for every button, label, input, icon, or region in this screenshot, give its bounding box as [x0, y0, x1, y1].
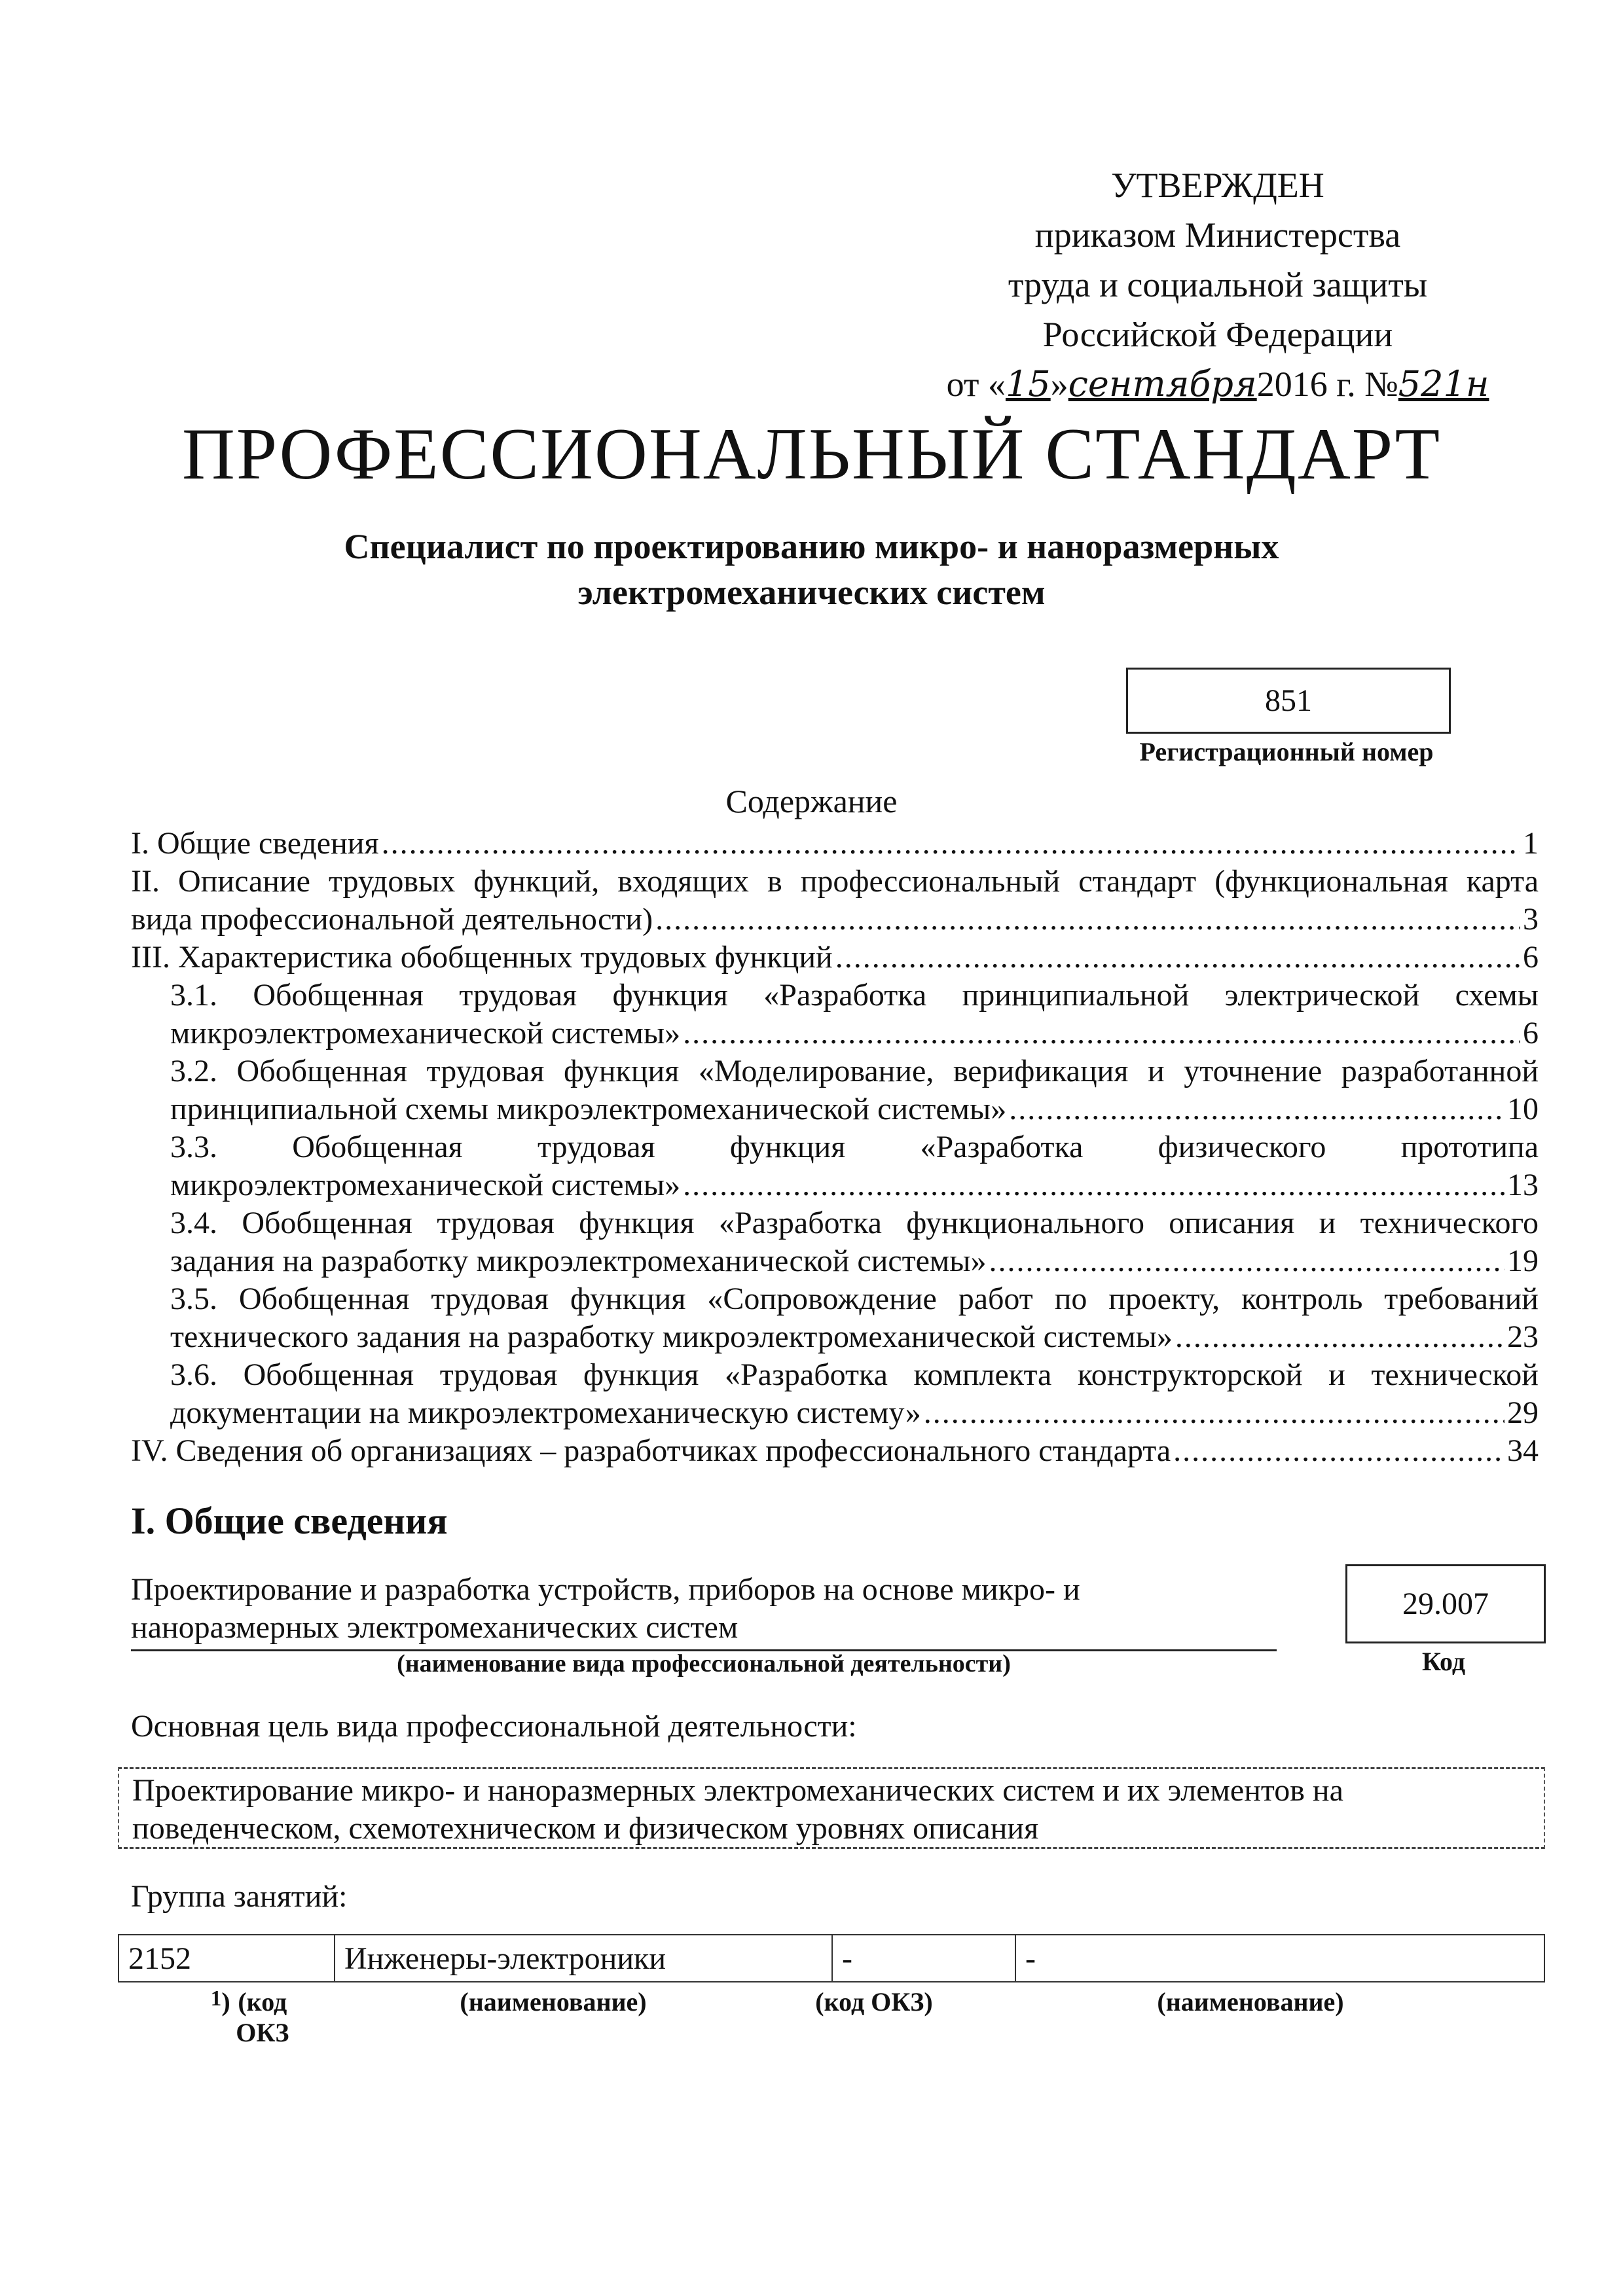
toc-item-line: [170, 1394, 1539, 1432]
toc-item-title: принципиальной схемы микроэлектромеханической системы»: [170, 1092, 1007, 1126]
group-label: Группа занятий:: [131, 1879, 348, 1914]
toc-page-number: 29: [1507, 1395, 1539, 1430]
caption-code1-close: ): [221, 1987, 230, 2017]
toc-page-number: 3: [1523, 902, 1539, 937]
toc-item-title: технического задания на разработку микроэлектромеханической системы»: [170, 1319, 1173, 1354]
approval-line1: УТВЕРЖДЕН: [1111, 166, 1324, 205]
toc-item: [131, 1356, 1539, 1432]
toc-item-line: [170, 1166, 1539, 1204]
toc-title: Содержание: [725, 783, 898, 819]
toc-item-title: документации на микроэлектромеханическую систему»: [170, 1395, 921, 1430]
toc-item-text: 3.5. Обобщенная трудовая функция «Сопровождение работ по проекту, контроль требований: [170, 1282, 1539, 1316]
toc-page-number: 1: [1523, 826, 1539, 861]
toc-leader-dots: [989, 1242, 1504, 1280]
activity-caption: (наименование вида профессиональной деятельности): [397, 1650, 1011, 1677]
toc-item-text: 3.2. Обобщенная трудовая функция «Моделирование, верификация и уточнение разработанной: [170, 1054, 1539, 1088]
toc-page-number: 23: [1507, 1319, 1539, 1354]
toc-page-number: 19: [1507, 1244, 1539, 1278]
okz-name-cell: Инженеры-электроники: [335, 1935, 832, 1982]
order-number: 521н: [1398, 363, 1489, 404]
approval-line3: труда и социальной защиты: [1008, 265, 1428, 304]
footnote-mark: 1: [210, 1986, 222, 2011]
toc-leader-dots: [1175, 1318, 1504, 1356]
toc-item-text: 3.3. Обобщенная трудовая функция «Разработка физического прототипа: [170, 1130, 1539, 1164]
activity-name: [131, 1571, 1277, 1651]
toc-item: [131, 1432, 1539, 1470]
approval-line4: Российской Федерации: [1042, 315, 1393, 354]
date-year: 2016 г. №: [1256, 365, 1398, 404]
toc-item-line: [131, 939, 1539, 977]
toc-leader-dots: [683, 1014, 1520, 1052]
toc-item-line: [170, 1318, 1539, 1356]
toc-item-line: [131, 901, 1539, 939]
toc-item-line: [170, 1014, 1539, 1052]
toc-page-number: 10: [1507, 1092, 1539, 1126]
activity-line1: Проектирование и разработка устройств, приборов на основе микро- и: [131, 1572, 1080, 1607]
toc-leader-dots: [1173, 1432, 1504, 1470]
registration-number-box: 851: [1126, 668, 1451, 734]
caption-name2: (наименование): [1157, 1987, 1344, 2017]
page-title: ПРОФЕССИОНАЛЬНЫЙ СТАНДАРТ: [182, 414, 1441, 495]
toc-page-number: 34: [1507, 1433, 1539, 1468]
toc-item: [131, 825, 1539, 863]
toc-leader-dots: [924, 1394, 1504, 1432]
okz-code-cell: 2152: [119, 1935, 335, 1982]
occupation-group-table: [118, 1934, 1545, 1982]
toc-item-text: 3.6. Обобщенная трудовая функция «Разработка комплекта конструкторской и технической: [170, 1357, 1539, 1392]
date-sep: »: [1050, 365, 1068, 404]
date-month: сентября: [1068, 363, 1257, 404]
approval-line2: приказом Министерства: [1034, 215, 1401, 255]
goal-line2: поведенческом, схемотехническом и физическом уровнях описания: [132, 1811, 1039, 1846]
activity-code-box: 29.007: [1345, 1564, 1546, 1643]
caption-code1: [118, 1986, 314, 2047]
toc-item-line: [170, 1090, 1539, 1128]
date-prefix: от «: [946, 365, 1006, 404]
toc-page-number: 6: [1523, 1016, 1539, 1050]
okz-name-cell-2: -: [1015, 1935, 1544, 1982]
toc-item: [131, 863, 1539, 939]
page-subtitle: [131, 524, 1492, 615]
activity-line2: наноразмерных электромеханических систем: [131, 1610, 739, 1645]
okz-code-cell-2: -: [832, 1935, 1015, 1982]
toc-leader-dots: [382, 825, 1520, 863]
toc-item: [131, 977, 1539, 1052]
toc-page-number: 6: [1523, 940, 1539, 975]
approval-date-line: [930, 359, 1506, 409]
toc-item: [131, 1204, 1539, 1280]
toc-item-title: микроэлектромеханической системы»: [170, 1016, 681, 1050]
toc-item: [131, 1052, 1539, 1128]
toc-item: [131, 1280, 1539, 1356]
toc-item-line: [131, 825, 1539, 863]
registration-number-label: Регистрационный номер: [1139, 737, 1434, 766]
goal-line1: Проектирование микро- и наноразмерных электромеханических систем и их элементов на: [132, 1773, 1343, 1808]
caption-code1-text: (код ОКЗ: [236, 1987, 289, 2047]
toc-leader-dots: [835, 939, 1520, 977]
toc-item-title: вида профессиональной деятельности): [131, 902, 653, 937]
toc-item: [131, 939, 1539, 977]
toc-item-text: 3.4. Обобщенная трудовая функция «Разработка функционального описания и технического: [170, 1206, 1539, 1240]
goal-label: Основная цель вида профессиональной деятельности:: [131, 1709, 857, 1744]
toc-item-line: [170, 1242, 1539, 1280]
section-title: I. Общие сведения: [131, 1499, 448, 1542]
toc-item-title: III. Характеристика обобщенных трудовых функций: [131, 940, 833, 975]
activity-code-label: Код: [1421, 1647, 1466, 1676]
toc-leader-dots: [1009, 1090, 1504, 1128]
caption-name1: (наименование): [460, 1987, 647, 2017]
approval-block: [930, 160, 1506, 409]
toc-item-line: [131, 1432, 1539, 1470]
table-of-contents: [131, 825, 1539, 1470]
subtitle-line2: электромеханических систем: [577, 573, 1046, 612]
subtitle-line1: Специалист по проектированию микро- и наноразмерных: [344, 527, 1279, 566]
date-day: 15: [1005, 363, 1051, 404]
toc-item-text: II. Описание трудовых функций, входящих в профессиональный стандарт (функциональная карта: [131, 864, 1539, 899]
table-row: [119, 1935, 1544, 1982]
toc-page-number: 13: [1507, 1168, 1539, 1202]
goal-box: [118, 1767, 1545, 1849]
toc-item-title: IV. Сведения об организациях – разработчиках профессионального стандарта: [131, 1433, 1171, 1468]
toc-item-title: I. Общие сведения: [131, 826, 379, 861]
toc-item: [131, 1128, 1539, 1204]
toc-leader-dots: [655, 901, 1520, 939]
toc-leader-dots: [683, 1166, 1504, 1204]
caption-code2: (код ОКЗ): [815, 1987, 933, 2017]
toc-item-text: 3.1. Обобщенная трудовая функция «Разработка принципиальной электрической схемы: [170, 978, 1539, 1013]
toc-item-title: задания на разработку микроэлектромеханической системы»: [170, 1244, 987, 1278]
toc-item-title: микроэлектромеханической системы»: [170, 1168, 681, 1202]
